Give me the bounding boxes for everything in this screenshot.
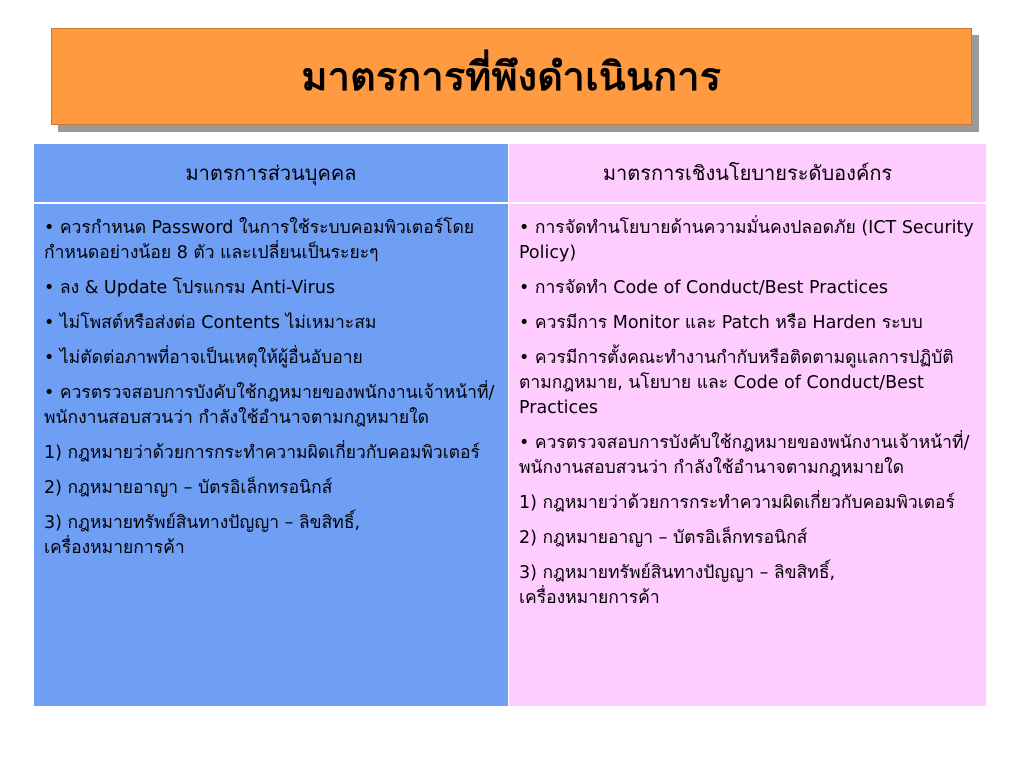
- list-item: 2) กฎหมายอาญา – บัตรอิเล็กทรอนิกส์: [44, 478, 333, 498]
- list-item: • ควรมีการตั้งคณะทำงานกำกับหรือติดตามดูแลการปฏิบัติตามกฎหมาย, นโยบาย และ Code of Conduct/Best Practices: [519, 348, 954, 418]
- list-item: 2) กฎหมายอาญา – บัตรอิเล็กทรอนิกส์: [519, 528, 808, 548]
- list-item: • ควรมีการ Monitor และ Patch หรือ Harden ระบบ: [519, 313, 923, 333]
- measures-table: [34, 144, 986, 706]
- organization-measures-list: [509, 204, 986, 706]
- header-personal-measures: มาตรการส่วนบุคคล: [34, 144, 509, 204]
- personal-measures-list: [34, 204, 509, 706]
- list-item: 1) กฎหมายว่าด้วยการกระทำความผิดเกี่ยวกับคอมพิวเตอร์: [519, 493, 955, 513]
- list-item: • การจัดทำ Code of Conduct/Best Practices: [519, 278, 888, 298]
- list-item: • ไม่ตัดต่อภาพที่อาจเป็นเหตุให้ผู้อื่นอับอาย: [44, 348, 363, 368]
- list-item: • การจัดทำนโยบายด้านความมั่นคงปลอดภัย (ICT Security Policy): [519, 218, 974, 263]
- list-item: 3) กฎหมายทรัพย์สินทางปัญญา – ลิขสิทธิ์, เครื่องหมายการค้า: [519, 563, 836, 608]
- list-item: • ควรตรวจสอบการบังคับใช้กฎหมายของพนักงานเจ้าหน้าที่/พนักงานสอบสวนว่า กำลังใช้อำนาจตามกฎหมายใด: [519, 433, 970, 478]
- header-organization-measures: มาตรการเชิงนโยบายระดับองค์กร: [509, 144, 986, 204]
- list-item: 3) กฎหมายทรัพย์สินทางปัญญา – ลิขสิทธิ์, เครื่องหมายการค้า: [44, 513, 361, 558]
- title-banner: [51, 28, 972, 125]
- list-item: • ควรกำหนด Password ในการใช้ระบบคอมพิวเตอร์โดยกำหนดอย่างน้อย 8 ตัว และเปลี่ยนเป็นระยะๆ: [44, 218, 475, 263]
- list-item: • ลง & Update โปรแกรม Anti-Virus: [44, 278, 336, 298]
- slide-title: มาตรการที่พึงดำเนินการ: [301, 54, 722, 100]
- list-item: • ไม่โพสต์หรือส่งต่อ Contents ไม่เหมาะสม: [44, 313, 377, 333]
- list-item: 1) กฎหมายว่าด้วยการกระทำความผิดเกี่ยวกับคอมพิวเตอร์: [44, 443, 480, 463]
- list-item: • ควรตรวจสอบการบังคับใช้กฎหมายของพนักงานเจ้าหน้าที่/พนักงานสอบสวนว่า กำลังใช้อำนาจตามกฎหมายใด: [44, 383, 495, 428]
